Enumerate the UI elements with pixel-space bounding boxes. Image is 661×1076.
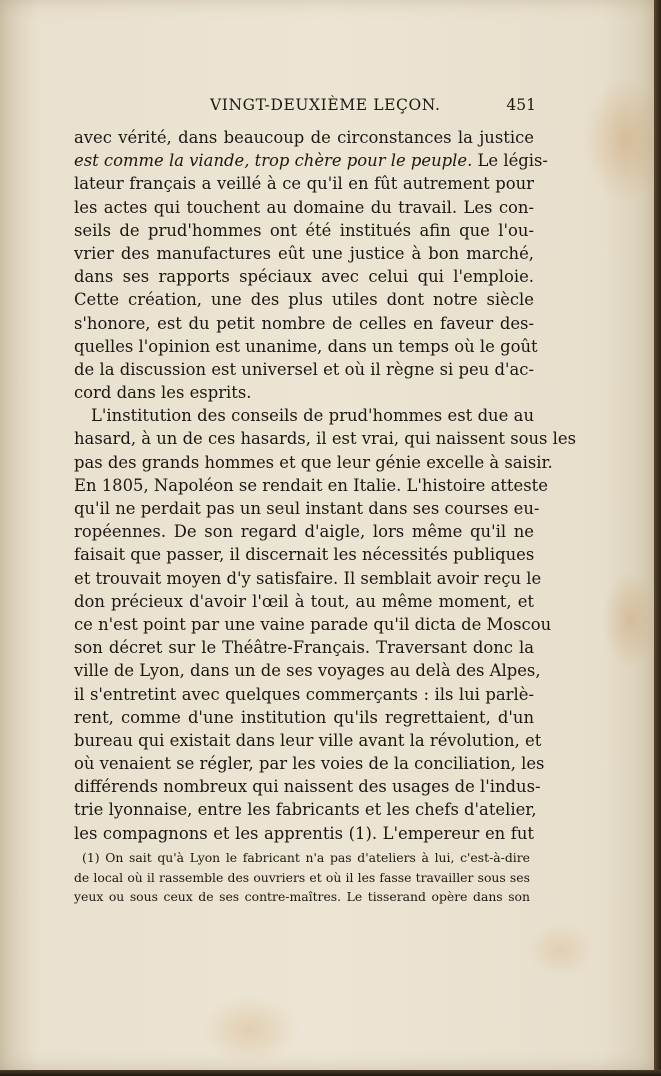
italic-phrase: est comme la viande, trop chère pour le peuple.: [74, 151, 473, 171]
body-text: [74, 126, 577, 845]
text-line: de la discussion est universel et où il règne si peu d'ac-: [74, 359, 534, 379]
paragraph: [74, 126, 548, 404]
text-line: [74, 149, 548, 172]
text-line: trie lyonnaise, entre les fabricants et les chefs d'atelier,: [74, 800, 537, 820]
text-line: ce n'est point par une vaine parade qu'il dicta de Moscou: [74, 614, 552, 634]
text-line: pas des grands hommes et que leur génie excelle à saisir.: [74, 452, 553, 472]
page-header: [74, 96, 536, 120]
text-line: dans ses rapports spéciaux avec celui qui l'emploie.: [74, 267, 534, 287]
paragraph: [74, 404, 577, 845]
running-title: VINGT-DEUXIÈME LEÇON.: [210, 96, 441, 114]
text-line: différends nombreux qui naissent des usages de l'indus-: [74, 777, 541, 797]
text-line: ropéennes. De son regard d'aigle, lors même qu'il ne: [74, 522, 534, 542]
text-line: En 1805, Napoléon se rendait en Italie. L'histoire atteste: [74, 475, 548, 495]
text-line: lateur français a veillé à ce qu'il en fût autrement pour: [74, 174, 534, 194]
text-line: rent, comme d'une institution qu'ils regrettaient, d'un: [74, 707, 534, 727]
text-line: son décret sur le Théâtre-Français. Traversant donc la: [74, 638, 534, 658]
footnote-line: yeux ou sous ceux de ses contre-maîtres. Le tisserand opère dans son: [74, 889, 530, 904]
page-edge-shadow: [654, 0, 661, 1076]
text-line: seils de prud'hommes ont été institués afin que l'ou-: [74, 220, 534, 240]
text-line: les compagnons et les apprentis (1). L'empereur en fut: [74, 823, 534, 843]
text-line: cord dans les esprits.: [74, 383, 252, 403]
text-line: Cette création, une des plus utiles dont notre siècle: [74, 290, 534, 310]
text-line: où venaient se régler, par les voies de la conciliation, les: [74, 754, 545, 774]
text-line: ville de Lyon, dans un de ses voyages au delà des Alpes,: [74, 661, 541, 681]
page-bottom-shadow: [0, 1070, 661, 1076]
text-line: vrier des manufactures eût une justice à bon marché,: [74, 243, 534, 263]
page-number: 451: [506, 96, 536, 114]
text-line: faisait que passer, il discernait les nécessités publiques: [74, 545, 535, 565]
text-line: il s'entretint avec quelques commerçants : ils lui parlè-: [74, 684, 534, 704]
text-line: quelles l'opinion est unanime, dans un temps où le goût: [74, 336, 538, 356]
text-line: avec vérité, dans beaucoup de circonstances la justice: [74, 128, 534, 147]
text-line: les actes qui touchent au domaine du travail. Les con-: [74, 197, 534, 217]
footnote: [74, 848, 530, 907]
text-line: don précieux d'avoir l'œil à tout, au même moment, et: [74, 591, 534, 611]
footnote-line: (1) On sait qu'à Lyon le fabricant n'a pas d'ateliers à lui, c'est-à-dire: [82, 850, 530, 865]
text-line: L'institution des conseils de prud'hommes est due au: [91, 406, 534, 426]
footnote-line: de local où il rassemble des ouvriers et où il les fasse travailler sous ses: [74, 869, 530, 885]
text-line: qu'il ne perdait pas un seul instant dans ses courses eu-: [74, 499, 540, 518]
text-line: et trouvait moyen d'y satisfaire. Il semblait avoir reçu le: [74, 568, 542, 588]
text-line: s'honore, est du petit nombre de celles en faveur des-: [74, 313, 534, 333]
text-line: bureau qui existait dans leur ville avant la révolution, et: [74, 730, 542, 750]
text-line: hasard, à un de ces hasards, il est vrai, qui naissent sous les: [74, 429, 577, 449]
text-fragment: Le légis-: [477, 151, 548, 171]
